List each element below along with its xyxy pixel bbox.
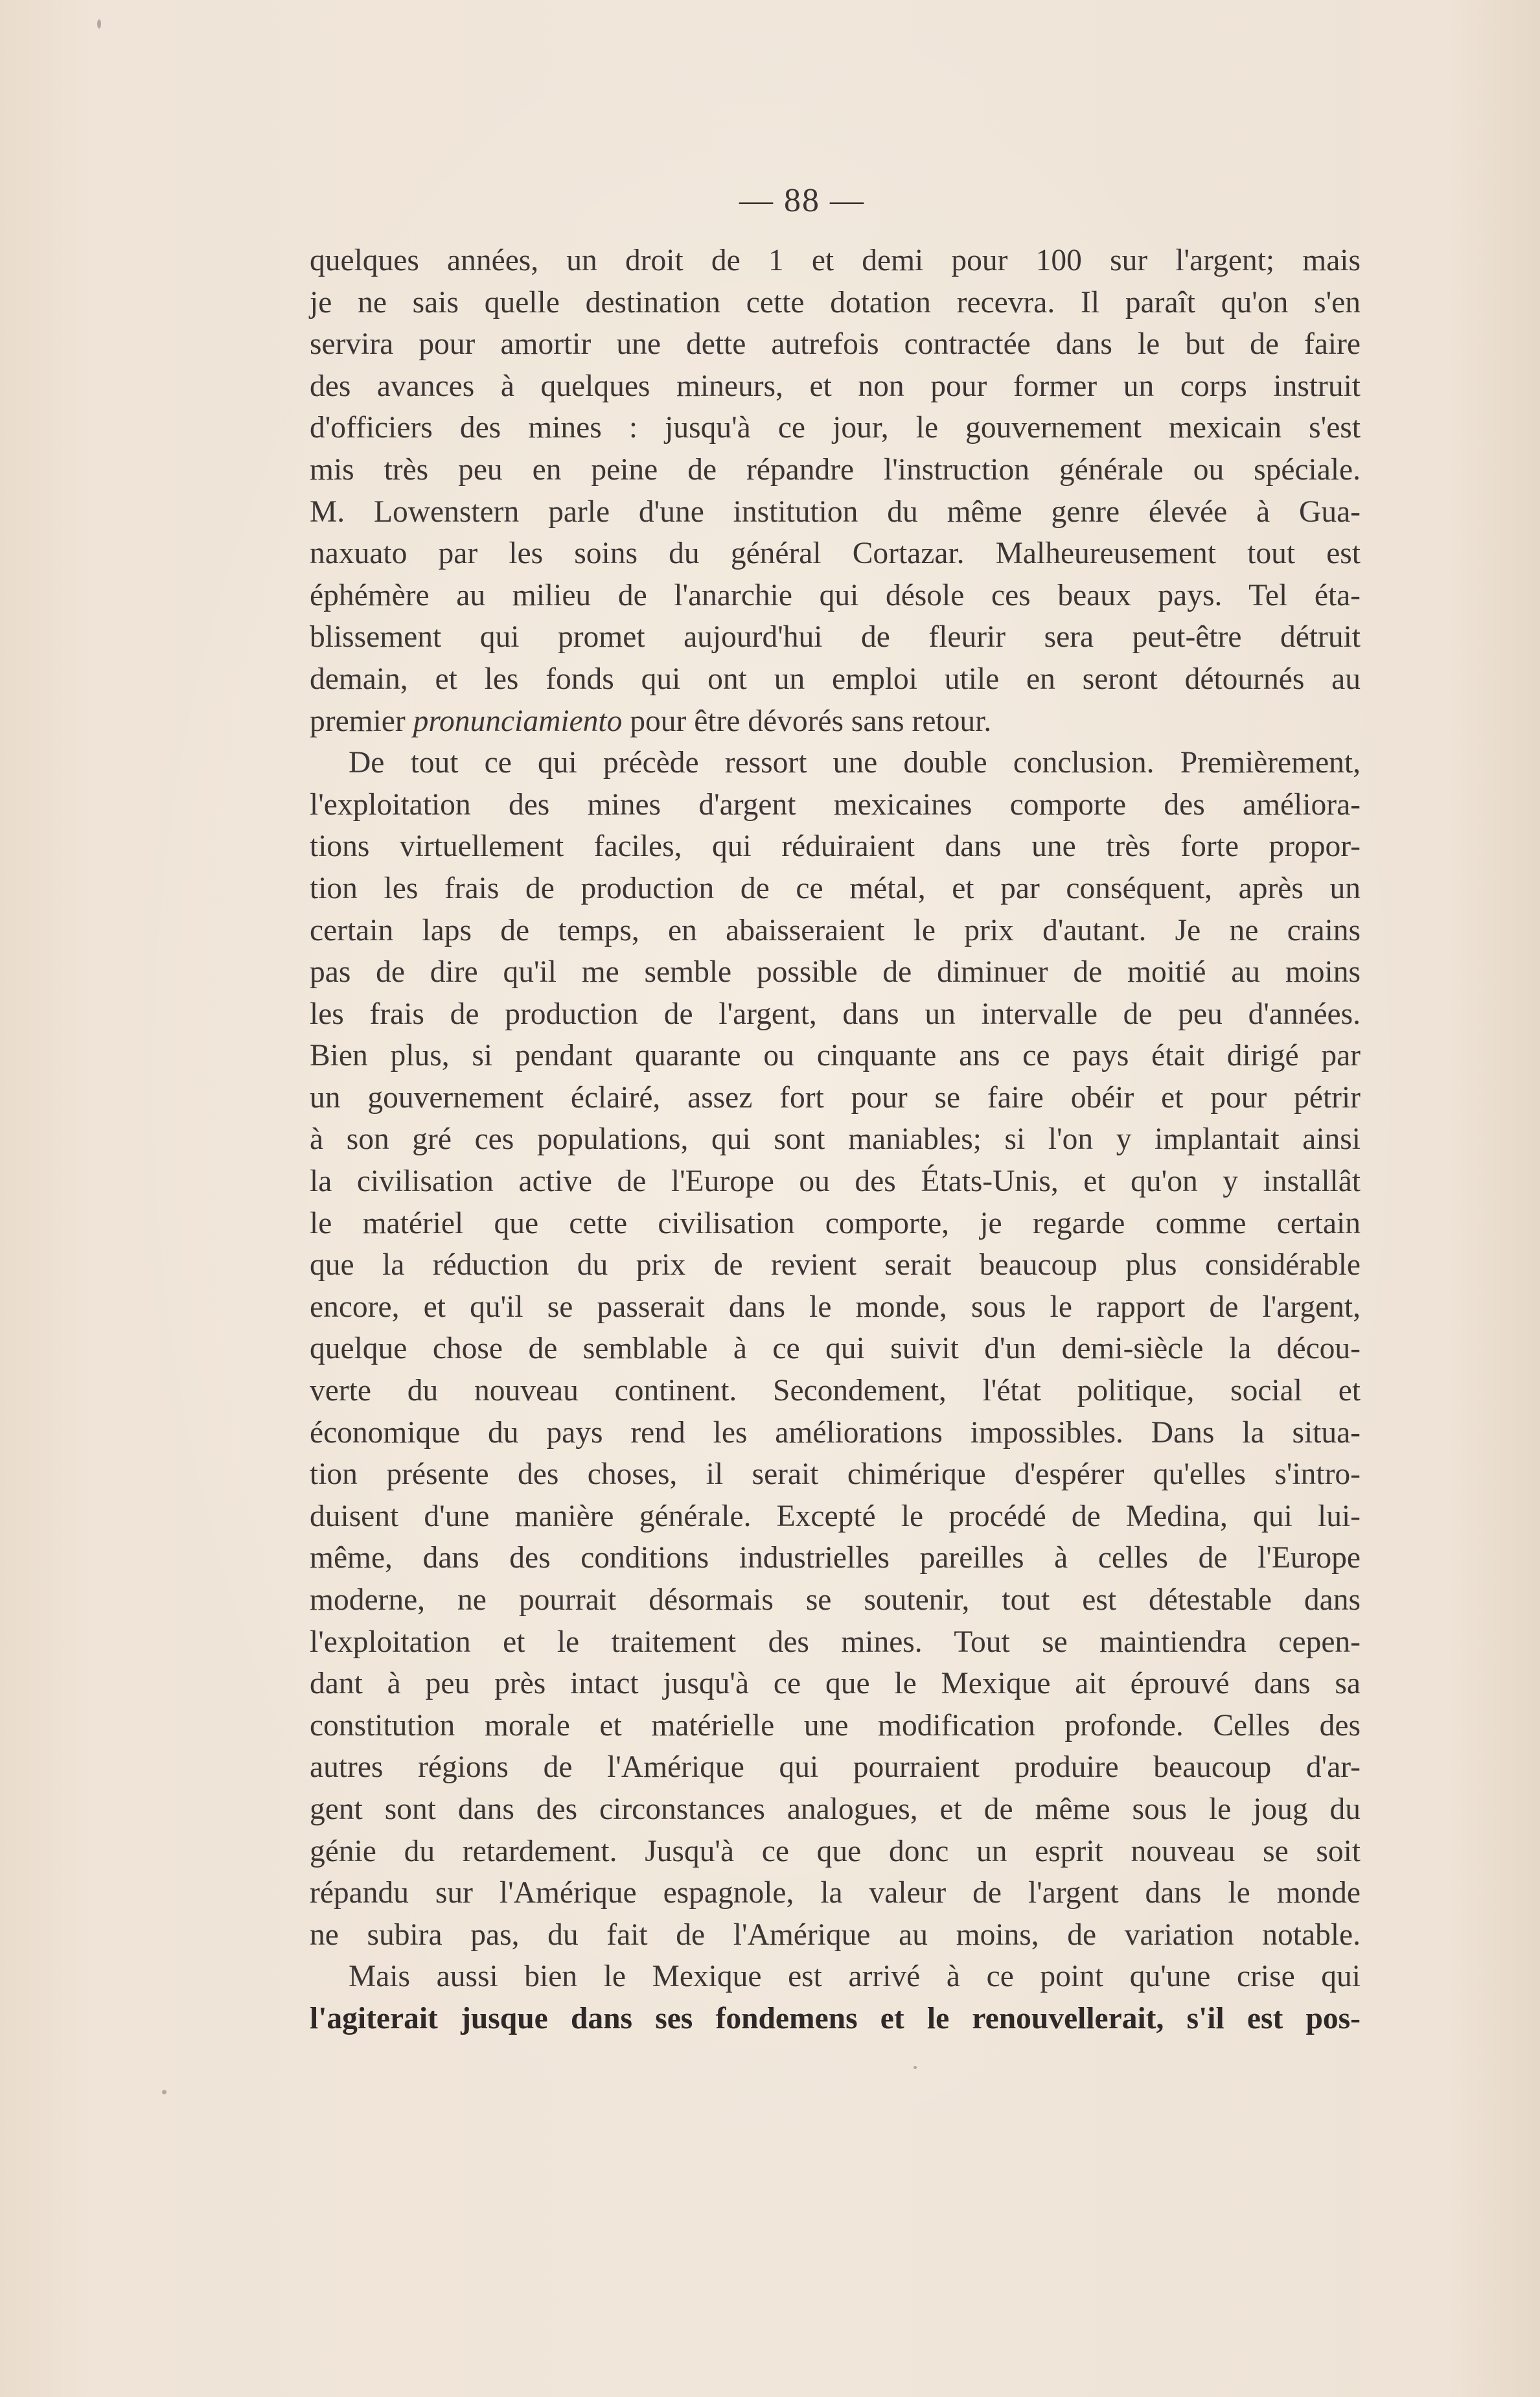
text-line: génie du retardement. Jusqu'à ce que donc un esprit nouveau se soit [310, 1834, 1361, 1868]
text-line: l'exploitation des mines d'argent mexicaines comporte des améliora- [310, 787, 1361, 822]
text-line: encore, et qu'il se passerait dans le monde, sous le rapport de l'argent, [310, 1290, 1361, 1324]
text-line: servira pour amortir une dette autrefois contractée dans le but de faire [310, 327, 1361, 362]
text-line-emphasis [310, 701, 1361, 743]
text-line: quelques années, un droit de 1 et demi pour 100 sur l'argent; mais [310, 244, 1361, 277]
body-text [310, 240, 1361, 2040]
text-line: gent sont dans des circonstances analogues, et de même sous le joug du [310, 1792, 1361, 1826]
text-line: éphémère au milieu de l'anarchie qui désole ces beaux pays. Tel éta- [310, 578, 1361, 612]
text-line: mis très peu en peine de répandre l'instruction générale ou spéciale. [310, 452, 1361, 487]
text-line: tion présente des choses, il serait chimérique d'espérer qu'elles s'intro- [310, 1457, 1361, 1492]
text-line: Mais aussi bien le Mexique est arrivé à ce point qu'une crise qui [349, 1960, 1361, 1994]
text-line: des avances à quelques mineurs, et non pour former un corps instruit [310, 369, 1361, 403]
text-line: duisent d'une manière générale. Excepté le procédé de Medina, qui lui- [310, 1499, 1361, 1533]
text-line: verte du nouveau continent. Secondement, l'état politique, social et [310, 1374, 1361, 1408]
text-fragment: premier [310, 704, 413, 738]
text-line: demain, et les fonds qui ont un emploi utile en seront détournés au [310, 662, 1361, 696]
text-line: pas de dire qu'il me semble possible de diminuer de moitié au moins [310, 955, 1361, 990]
text-line: je ne sais quelle destination cette dotation recevra. Il paraît qu'on s'en [310, 285, 1361, 319]
text-line: tions virtuellement faciles, qui réduiraient dans une très forte propor- [310, 829, 1361, 864]
paper-speck [162, 2090, 167, 2094]
text-line: l'agiterait jusque dans ses fondemens et le renouvellerait, s'il est pos- [310, 2001, 1361, 2035]
text-line: la civilisation active de l'Europe ou des États-Unis, et qu'on y installât [310, 1164, 1361, 1199]
text-line: ne subira pas, du fait de l'Amérique au moins, de variation notable. [310, 1917, 1361, 1952]
paper-speck [97, 19, 101, 29]
text-line: constitution morale et matérielle une modification profonde. Celles des [310, 1708, 1361, 1743]
text-line: autres régions de l'Amérique qui pourraient produire beaucoup d'ar- [310, 1750, 1361, 1785]
text-line: Bien plus, si pendant quarante ou cinquante ans ce pays était dirigé par [310, 1039, 1361, 1073]
text-line: que la réduction du prix de revient serait beaucoup plus considérable [310, 1248, 1361, 1282]
text-line: naxuato par les soins du général Cortazar. Malheureusement tout est [310, 537, 1361, 571]
text-line: un gouvernement éclairé, assez fort pour se faire obéir et pour pétrir [310, 1080, 1361, 1115]
italic-word: pronunciamiento [413, 704, 623, 738]
text-line: blissement qui promet aujourd'hui de fleurir sera peut-être détruit [310, 620, 1361, 654]
text-line: les frais de production de l'argent, dans un intervalle de peu d'années. [310, 997, 1361, 1031]
text-line: tion les frais de production de ce métal, et par conséquent, après un [310, 871, 1361, 905]
text-line: De tout ce qui précède ressort une double conclusion. Premièrement, [349, 746, 1361, 780]
text-line: dant à peu près intact jusqu'à ce que le Mexique ait éprouvé dans sa [310, 1667, 1361, 1701]
text-line: M. Lowenstern parle d'une institution du même genre élevée à Gua- [310, 494, 1361, 529]
text-line: l'exploitation et le traitement des mines. Tout se maintiendra cepen- [310, 1625, 1361, 1659]
text-fragment: pour être dévorés sans retour. [622, 704, 992, 738]
text-line: répandu sur l'Amérique espagnole, la valeur de l'argent dans le monde [310, 1876, 1361, 1910]
paper-speck [914, 2066, 917, 2069]
text-line: quelque chose de semblable à ce qui suivit d'un demi-siècle la décou- [310, 1332, 1361, 1366]
text-line: à son gré ces populations, qui sont maniables; si l'on y implantait ainsi [310, 1122, 1361, 1157]
text-line: le matériel que cette civilisation comporte, je regarde comme certain [310, 1206, 1361, 1240]
text-line: même, dans des conditions industrielles pareilles à celles de l'Europe [310, 1541, 1361, 1575]
text-line: moderne, ne pourrait désormais se soutenir, tout est détestable dans [310, 1583, 1361, 1617]
text-line: d'officiers des mines : jusqu'à ce jour, le gouvernement mexicain s'est [310, 411, 1361, 445]
text-line: économique du pays rend les améliorations impossibles. Dans la situa- [310, 1415, 1361, 1450]
text-line: certain laps de temps, en abaisseraient le prix d'autant. Je ne crains [310, 913, 1361, 947]
page-number: — 88 — [739, 182, 865, 219]
